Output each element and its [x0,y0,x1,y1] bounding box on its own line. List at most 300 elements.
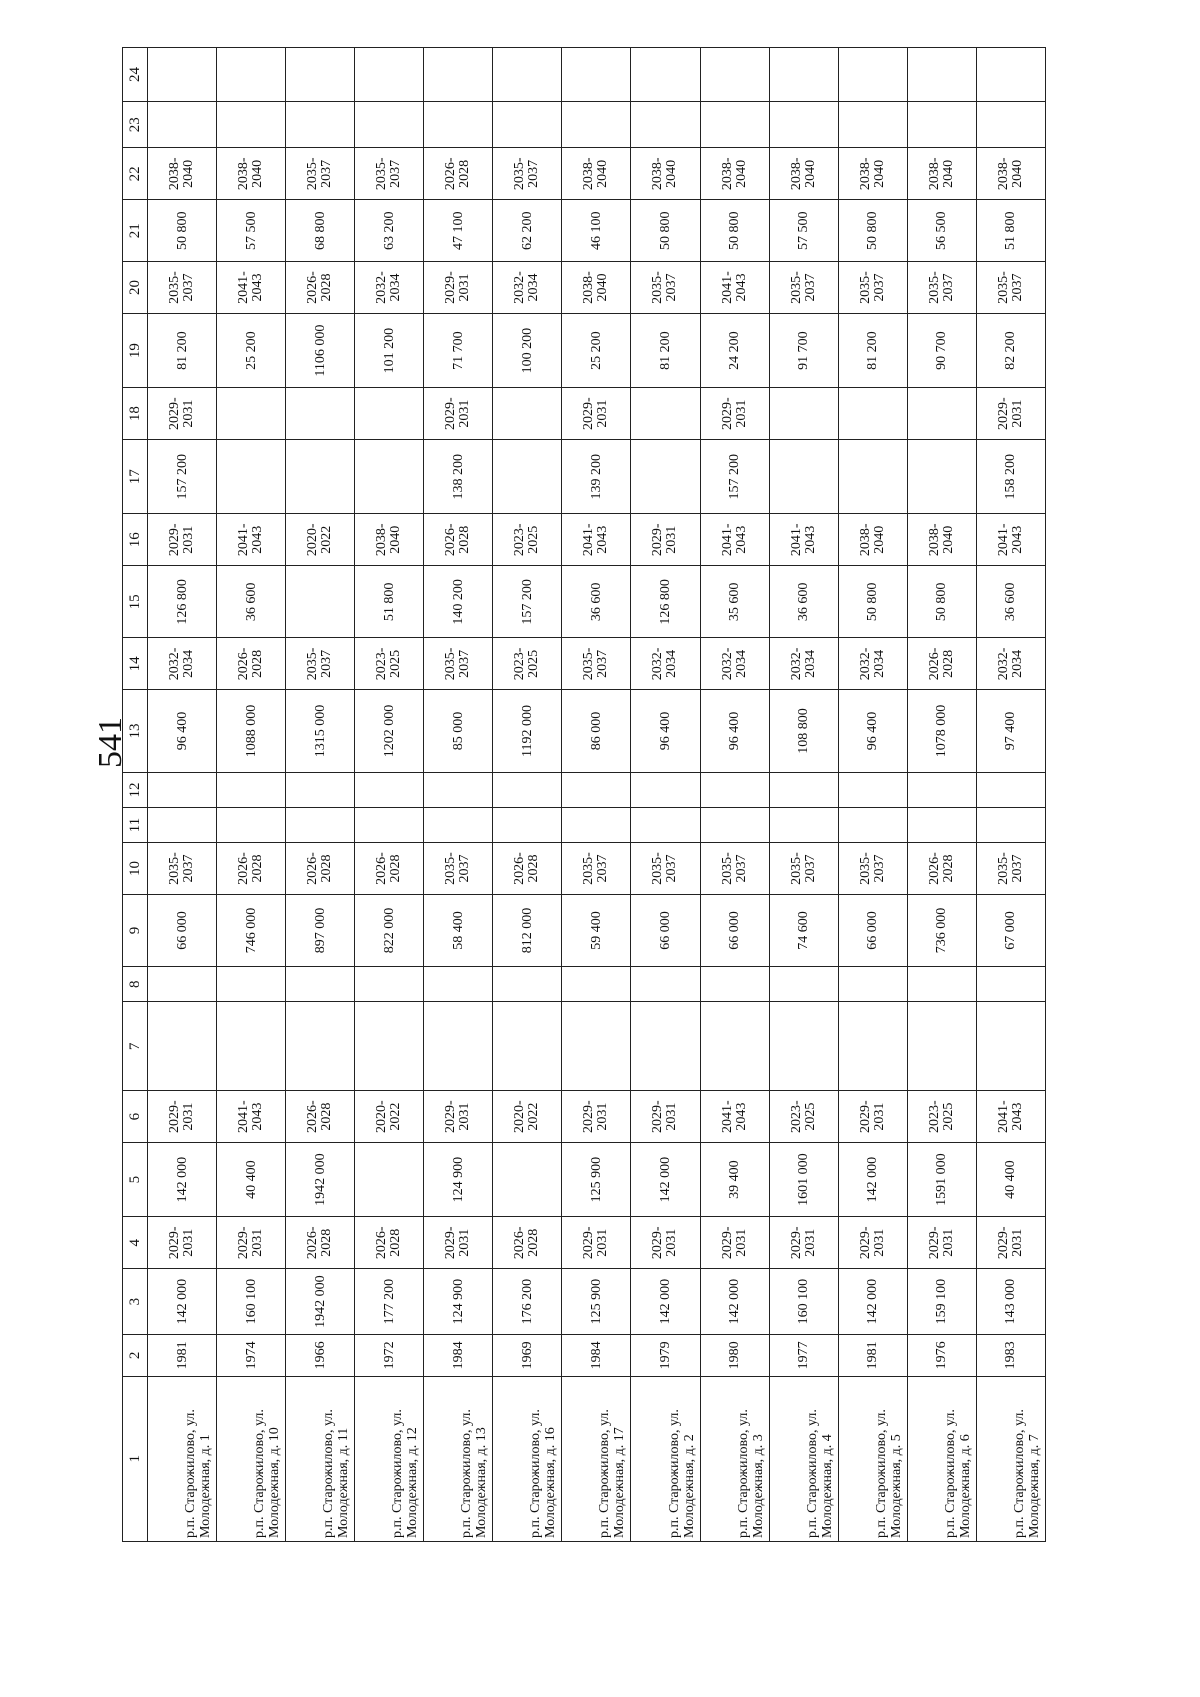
value-cell: 56 500 [907,200,976,262]
value-cell: 25 200 [217,313,286,387]
period-cell: 2035-2037 [148,262,217,314]
period-cell: 2029-2031 [976,388,1045,440]
value-cell: 139 200 [562,440,631,514]
value-cell [424,967,493,1002]
value-cell [976,772,1045,807]
period-cell: 2032-2034 [355,262,424,314]
column-number: 4 [123,1217,148,1269]
value-cell [493,101,562,148]
period-cell: 2032-2034 [838,638,907,690]
value-cell: 1315 000 [286,690,355,773]
period-cell: 2029-2031 [424,1217,493,1269]
value-cell: 50 800 [631,200,700,262]
value-cell: 91 700 [769,313,838,387]
period-cell: 2029-2031 [631,514,700,566]
period-cell: 2038-2040 [769,148,838,200]
period-cell: 2029-2031 [424,262,493,314]
period-cell: 2038-2040 [700,148,769,200]
value-cell [907,101,976,148]
value-cell: 47 100 [424,200,493,262]
address-cell: р.п. Старожилово, ул. Молодежная, д. 11 [286,1376,355,1541]
value-cell: 1974 [217,1335,286,1376]
value-cell: 100 200 [493,313,562,387]
column-number: 21 [123,200,148,262]
value-cell: 142 000 [700,1269,769,1335]
address-cell: р.п. Старожилово, ул. Молодежная, д. 10 [217,1376,286,1541]
address-cell: р.п. Старожилово, ул. Молодежная, д. 12 [355,1376,424,1541]
period-cell: 2035-2037 [907,262,976,314]
period-cell: 2038-2040 [148,148,217,200]
period-cell: 2026-2028 [217,638,286,690]
value-cell: 1942 000 [286,1142,355,1216]
value-cell [700,808,769,843]
value-cell: 159 100 [907,1269,976,1335]
value-cell: 97 400 [976,690,1045,773]
value-cell [907,48,976,102]
period-cell: 2023-2025 [907,1091,976,1143]
table-row [631,48,700,1542]
value-cell: 40 400 [217,1142,286,1216]
value-cell: 124 900 [424,1269,493,1335]
value-cell: 86 000 [562,690,631,773]
value-cell: 736 000 [907,894,976,966]
period-cell [355,388,424,440]
column-number: 24 [123,48,148,102]
value-cell [631,440,700,514]
value-cell: 66 000 [631,894,700,966]
period-cell: 2035-2037 [562,843,631,895]
data-table [122,47,1046,1542]
value-cell: 82 200 [976,313,1045,387]
value-cell [838,967,907,1002]
period-cell: 2029-2031 [700,388,769,440]
period-cell: 2041-2043 [562,514,631,566]
value-cell: 85 000 [424,690,493,773]
value-cell [355,1002,424,1091]
value-cell: 71 700 [424,313,493,387]
period-cell: 2023-2025 [493,514,562,566]
period-cell: 2032-2034 [700,638,769,690]
value-cell: 1942 000 [286,1269,355,1335]
period-cell: 2029-2031 [424,1091,493,1143]
value-cell: 142 000 [838,1269,907,1335]
value-cell: 1088 000 [217,690,286,773]
value-cell: 57 500 [769,200,838,262]
period-cell: 2035-2037 [424,638,493,690]
period-cell: 2029-2031 [562,1217,631,1269]
period-cell: 2041-2043 [700,514,769,566]
value-cell [424,808,493,843]
value-cell [907,1002,976,1091]
value-cell [286,440,355,514]
value-cell: 108 800 [769,690,838,773]
period-cell: 2041-2043 [976,1091,1045,1143]
value-cell [976,48,1045,102]
value-cell [631,772,700,807]
period-cell [907,388,976,440]
period-cell: 2041-2043 [769,514,838,566]
table-row [493,48,562,1542]
column-number: 12 [123,772,148,807]
value-cell: 1078 000 [907,690,976,773]
value-cell [700,967,769,1002]
period-cell: 2026-2028 [424,514,493,566]
column-number: 15 [123,566,148,638]
value-cell: 142 000 [148,1269,217,1335]
address-cell: р.п. Старожилово, ул. Молодежная, д. 6 [907,1376,976,1541]
period-cell [769,388,838,440]
period-cell: 2035-2037 [562,638,631,690]
value-cell [355,772,424,807]
table-row [286,48,355,1542]
column-number: 18 [123,388,148,440]
period-cell: 2035-2037 [286,638,355,690]
value-cell [493,1002,562,1091]
period-cell: 2038-2040 [562,262,631,314]
value-cell [562,967,631,1002]
table-row [355,48,424,1542]
value-cell: 35 600 [700,566,769,638]
address-cell: р.п. Старожилово, ул. Молодежная, д. 5 [838,1376,907,1541]
period-cell [286,388,355,440]
period-cell: 2029-2031 [562,1091,631,1143]
table-row [148,48,217,1542]
column-number: 17 [123,440,148,514]
column-number: 10 [123,843,148,895]
column-number: 9 [123,894,148,966]
value-cell [838,772,907,807]
period-cell: 2023-2025 [355,638,424,690]
value-cell: 142 000 [838,1142,907,1216]
page-number: 541 [92,717,129,768]
value-cell: 90 700 [907,313,976,387]
value-cell [286,967,355,1002]
value-cell [286,101,355,148]
table-row [976,48,1045,1542]
period-cell: 2023-2025 [769,1091,838,1143]
address-cell: р.п. Старожилово, ул. Молодежная, д. 1 [148,1376,217,1541]
value-cell: 50 800 [907,566,976,638]
period-cell: 2035-2037 [631,843,700,895]
value-cell: 50 800 [838,200,907,262]
value-cell [355,440,424,514]
value-cell: 101 200 [355,313,424,387]
value-cell: 160 100 [217,1269,286,1335]
period-cell: 2035-2037 [976,843,1045,895]
value-cell [148,48,217,102]
period-cell [217,388,286,440]
value-cell [217,101,286,148]
value-cell [631,48,700,102]
column-number: 2 [123,1335,148,1376]
value-cell: 50 800 [700,200,769,262]
value-cell: 67 000 [976,894,1045,966]
period-cell: 2035-2037 [493,148,562,200]
value-cell [562,1002,631,1091]
value-cell: 1984 [424,1335,493,1376]
period-cell: 2038-2040 [907,148,976,200]
value-cell: 125 900 [562,1269,631,1335]
column-number: 7 [123,1002,148,1091]
value-cell: 126 800 [631,566,700,638]
value-cell [631,967,700,1002]
value-cell [631,808,700,843]
period-cell: 2026-2028 [907,638,976,690]
value-cell [493,808,562,843]
value-cell: 81 200 [148,313,217,387]
period-cell: 2041-2043 [217,262,286,314]
period-cell [631,388,700,440]
value-cell [355,1142,424,1216]
value-cell: 40 400 [976,1142,1045,1216]
period-cell: 2038-2040 [976,148,1045,200]
period-cell: 2029-2031 [907,1217,976,1269]
value-cell [424,772,493,807]
period-cell: 2020-2022 [355,1091,424,1143]
value-cell [838,1002,907,1091]
period-cell: 2035-2037 [424,843,493,895]
period-cell: 2035-2037 [976,262,1045,314]
value-cell [148,772,217,807]
period-cell: 2038-2040 [838,514,907,566]
period-cell: 2035-2037 [700,843,769,895]
value-cell [631,101,700,148]
value-cell [907,772,976,807]
value-cell [286,48,355,102]
value-cell: 158 200 [976,440,1045,514]
period-cell: 2041-2043 [217,1091,286,1143]
value-cell: 126 800 [148,566,217,638]
value-cell: 125 900 [562,1142,631,1216]
period-cell: 2029-2031 [217,1217,286,1269]
period-cell: 2020-2022 [493,1091,562,1143]
period-cell: 2026-2028 [286,843,355,895]
value-cell: 1981 [838,1335,907,1376]
value-cell [769,440,838,514]
value-cell [355,808,424,843]
period-cell: 2035-2037 [769,843,838,895]
value-cell: 746 000 [217,894,286,966]
value-cell: 96 400 [700,690,769,773]
period-cell: 2038-2040 [562,148,631,200]
value-cell [355,101,424,148]
column-number: 16 [123,514,148,566]
value-cell [838,101,907,148]
table-row [838,48,907,1542]
period-cell: 2035-2037 [838,843,907,895]
column-number: 23 [123,101,148,148]
value-cell: 59 400 [562,894,631,966]
column-number: 1 [123,1376,148,1541]
value-cell [286,1002,355,1091]
value-cell [217,1002,286,1091]
address-cell: р.п. Старожилово, ул. Молодежная, д. 3 [700,1376,769,1541]
period-cell: 2029-2031 [148,1217,217,1269]
period-cell: 2038-2040 [355,514,424,566]
period-cell: 2032-2034 [148,638,217,690]
value-cell: 1972 [355,1335,424,1376]
column-number: 13 [123,690,148,773]
value-cell [562,808,631,843]
address-cell: р.п. Старожилово, ул. Молодежная, д. 7 [976,1376,1045,1541]
value-cell [493,440,562,514]
value-cell: 897 000 [286,894,355,966]
value-cell [838,48,907,102]
value-cell: 140 200 [424,566,493,638]
period-cell: 2026-2028 [355,1217,424,1269]
period-cell: 2029-2031 [148,514,217,566]
value-cell: 50 800 [148,200,217,262]
column-number: 8 [123,967,148,1002]
period-cell: 2020-2022 [286,514,355,566]
period-cell: 2029-2031 [838,1091,907,1143]
value-cell [907,808,976,843]
period-cell: 2029-2031 [148,1091,217,1143]
value-cell: 51 800 [355,566,424,638]
column-number: 11 [123,808,148,843]
value-cell: 812 000 [493,894,562,966]
period-cell: 2029-2031 [424,388,493,440]
period-cell: 2026-2028 [424,148,493,200]
table-row [562,48,631,1542]
value-cell: 1977 [769,1335,838,1376]
value-cell [148,967,217,1002]
period-cell [838,388,907,440]
table-row [700,48,769,1542]
period-cell: 2026-2028 [286,1091,355,1143]
value-cell [631,1002,700,1091]
value-cell: 1106 000 [286,313,355,387]
column-number: 22 [123,148,148,200]
period-cell: 2035-2037 [355,148,424,200]
value-cell: 58 400 [424,894,493,966]
value-cell [700,48,769,102]
address-cell: р.п. Старожилово, ул. Молодежная, д. 2 [631,1376,700,1541]
period-cell: 2035-2037 [148,843,217,895]
value-cell: 62 200 [493,200,562,262]
value-cell [769,48,838,102]
value-cell: 81 200 [838,313,907,387]
value-cell: 176 200 [493,1269,562,1335]
value-cell [562,772,631,807]
period-cell: 2029-2031 [700,1217,769,1269]
value-cell [769,967,838,1002]
period-cell: 2038-2040 [631,148,700,200]
value-cell: 46 100 [562,200,631,262]
value-cell [493,48,562,102]
value-cell: 143 000 [976,1269,1045,1335]
period-cell: 2026-2028 [493,1217,562,1269]
table-row [424,48,493,1542]
value-cell [976,808,1045,843]
value-cell [907,967,976,1002]
value-cell: 138 200 [424,440,493,514]
value-cell: 1976 [907,1335,976,1376]
header-row [123,48,148,1542]
period-cell: 2038-2040 [217,148,286,200]
period-cell: 2038-2040 [907,514,976,566]
value-cell: 1966 [286,1335,355,1376]
value-cell [562,48,631,102]
period-cell: 2026-2028 [286,1217,355,1269]
value-cell [217,808,286,843]
value-cell: 1979 [631,1335,700,1376]
value-cell [838,808,907,843]
period-cell: 2026-2028 [355,843,424,895]
value-cell [424,48,493,102]
period-cell: 2035-2037 [838,262,907,314]
value-cell [907,440,976,514]
value-cell: 1980 [700,1335,769,1376]
value-cell [217,48,286,102]
value-cell [355,48,424,102]
period-cell: 2029-2031 [769,1217,838,1269]
value-cell [217,440,286,514]
period-cell: 2032-2034 [976,638,1045,690]
period-cell: 2029-2031 [562,388,631,440]
value-cell [493,772,562,807]
period-cell: 2041-2043 [700,1091,769,1143]
value-cell: 177 200 [355,1269,424,1335]
value-cell: 81 200 [631,313,700,387]
period-cell: 2035-2037 [631,262,700,314]
value-cell [838,440,907,514]
value-cell: 142 000 [631,1269,700,1335]
value-cell: 1983 [976,1335,1045,1376]
address-cell: р.п. Старожилово, ул. Молодежная, д. 17 [562,1376,631,1541]
value-cell: 822 000 [355,894,424,966]
value-cell [769,1002,838,1091]
table-container [122,47,1046,1542]
value-cell: 157 200 [493,566,562,638]
column-number: 5 [123,1142,148,1216]
period-cell: 2026-2028 [286,262,355,314]
value-cell [148,808,217,843]
table-row [217,48,286,1542]
value-cell [769,101,838,148]
value-cell [424,101,493,148]
period-cell: 2029-2031 [631,1091,700,1143]
value-cell [700,772,769,807]
value-cell [424,1002,493,1091]
value-cell: 39 400 [700,1142,769,1216]
period-cell: 2041-2043 [976,514,1045,566]
period-cell: 2026-2028 [907,843,976,895]
value-cell [286,566,355,638]
value-cell: 66 000 [700,894,769,966]
value-cell [217,772,286,807]
address-cell: р.п. Старожилово, ул. Молодежная, д. 16 [493,1376,562,1541]
value-cell [493,1142,562,1216]
period-cell: 2026-2028 [493,843,562,895]
period-cell: 2029-2031 [838,1217,907,1269]
value-cell: 1981 [148,1335,217,1376]
column-number: 20 [123,262,148,314]
table-row [907,48,976,1542]
value-cell: 57 500 [217,200,286,262]
period-cell: 2029-2031 [148,388,217,440]
value-cell [355,967,424,1002]
value-cell: 25 200 [562,313,631,387]
period-cell: 2029-2031 [631,1217,700,1269]
value-cell [976,967,1045,1002]
value-cell: 157 200 [700,440,769,514]
column-number: 14 [123,638,148,690]
value-cell: 36 600 [769,566,838,638]
value-cell: 66 000 [838,894,907,966]
column-number: 6 [123,1091,148,1143]
period-cell: 2032-2034 [631,638,700,690]
